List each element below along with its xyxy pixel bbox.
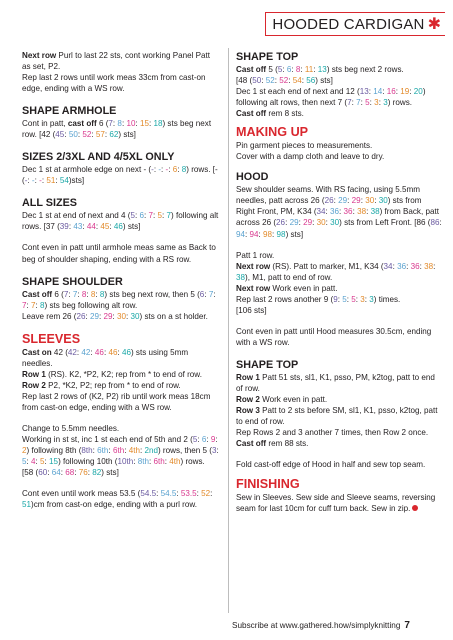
subscribe-text: Subscribe at www.gathered.how/simplyknitting: [232, 621, 401, 630]
heading-hood: HOOD: [236, 171, 269, 184]
paragraph-shape-top: Cast off 5 (5: 6: 8: 11: 13) sts beg next 2 rows. [48 (50: 52: 52: 54: 56) sts] Dec 1 st each end of next and 12 (13: 14: 16: 19: 20) following alt rows, then next 7 (7: 7: 5: 3: 3) rows. Cast off rem 8 sts.: [236, 65, 426, 119]
paragraph-cont-until: Cont even until work meas 53.5 (54.5: 54.5: 53.5: 52: 51)cm from cast-on edge, ending with a purl row.: [22, 489, 213, 510]
column-divider: [228, 48, 229, 613]
heading-shape-top-hood: SHAPE TOP: [236, 358, 299, 371]
paragraph-hood-even: Cont even in patt until Hood measures 30.5cm, ending with a WS row.: [236, 326, 432, 347]
paragraph-sleeves-rep: Rep last 2 rows of (K2, P2) rib until work meas 18cm from cast-on edge, ending with a WS row.: [22, 391, 211, 412]
heading-finishing: FINISHING: [236, 477, 300, 492]
paragraph-patt-row: Patt 1 row. Next row (RS). Patt to marker, M1, K34 (34: 36: 36: 38: 38), M1, patt to end of row. Next row Work even in patt. Rep last 2 rows another 9 (9: 5: 5: 3: 3) times. [106 sts]: [236, 250, 436, 315]
page-footer: [232, 620, 410, 631]
yarn-ball-icon: [412, 505, 418, 511]
heading-shape-armhole: SHAPE ARMHOLE: [22, 105, 117, 118]
header-title: HOODED CARDIGAN: [272, 15, 425, 33]
page-number: 7: [404, 620, 410, 631]
paragraph-shoulder: Cast off 6 (7: 7: 8: 8: 8) sts beg next row, then 5 (6: 7: 7: 7: 8) sts beg following alt row. Leave rem 26 (26: 29: 29: 30: 30) sts on a st holder.: [22, 289, 216, 321]
right-column: [236, 50, 442, 514]
paragraph-sleeves-cast-on: Cast on 42 (42: 42: 46: 46: 46) sts using 5mm needles.: [22, 347, 189, 368]
paragraph-change-needles: Change to 5.5mm needles. Working in st st, inc 1 st each end of 5th and 2 (5: 6: 9: 2) following 8th (8th: 6th: 6th: 4th: 2nd) rows, then 5 (3: 5: 4: 5: 15) following 10th (10th: 8th: 6th: 4th) rows. [58 (60: 64: 68: 76: 82) sts]: [22, 423, 219, 478]
paragraph-sizes-2-3xl: Dec 1 st at armhole edge on next - (-: -: -: 6: 8) rows. [- (-: -: -: 51: 54)sts]: [22, 165, 218, 186]
paragraph-cont-even: Cont even in patt until armhole meas same as Back to beg of shoulder shaping, ending with a RS row.: [22, 243, 216, 264]
heading-making-up: MAKING UP: [236, 125, 309, 140]
paragraph-hood-row-1: Row 1 Patt 51 sts, sl1, K1, psso, PM, k2tog, patt to end of row.: [236, 372, 435, 393]
paragraph-finishing: Sew in Sleeves. Sew side and Sleeve seams, reversing seam for last 10cm for cuff turn back. Sew in zip.: [236, 493, 436, 514]
paragraph-next-row: Next row Purl to last 22 sts, cont working Panel Patt as set, P2. Rep last 2 rows until work meas 33cm from cast-on edge, ending with a WS row.: [22, 51, 211, 94]
paragraph-making-up: Pin garment pieces to measurements. Cover with a damp cloth and leave to dry.: [236, 141, 385, 162]
heading-all-sizes: ALL SIZES: [22, 197, 77, 210]
paragraph-sleeves-row-2: Row 2 P2, *K2, P2; rep from * to end of row.: [22, 380, 181, 390]
heading-sizes-2-3xl: SIZES 2/3XL AND 4/5XL ONLY: [22, 151, 175, 164]
paragraph-hood: Sew shoulder seams. With RS facing, using 5.5mm needles, patt across 26 (26: 29: 29: 30: 30) sts from Right Front, PM, K34 (34: 36: 36: 38: 38) from Back, patt across 26 (26: 29: 29: 30: 30) sts from Left Front. [86 (86: 94: 94: 98: 98) sts]: [236, 185, 442, 239]
left-column: [22, 50, 220, 510]
paragraph-hood-row-3: Row 3 Patt to 2 sts before SM, sl1, K1, psso, k2tog, patt to end of row. Rep Rows 2 and 3 another 7 times, then Row 2 once.: [236, 406, 438, 438]
paragraph-hood-row-2: Row 2 Work even in patt.: [236, 395, 328, 405]
paragraph-hood-cast-off: Cast off rem 88 sts.: [236, 439, 309, 449]
paragraph-fold: Fold cast-off edge of Hood in half and sew top seam.: [236, 460, 426, 470]
star-icon: ✱: [427, 16, 441, 33]
heading-sleeves: SLEEVES: [22, 331, 81, 346]
paragraph-all-sizes: Dec 1 st at end of next and 4 (5: 6: 7: 5: 7) following alt rows. [37 (39: 43: 44: 45: 46) sts]: [22, 211, 219, 232]
paragraph-sleeves-row-1: Row 1 (RS). K2, *P2, K2; rep from * to end of row.: [22, 369, 202, 379]
heading-shape-top: SHAPE TOP: [236, 51, 299, 63]
page-header: [265, 12, 445, 36]
heading-shape-shoulder: SHAPE SHOULDER: [22, 275, 123, 288]
paragraph-armhole: Cont in patt, cast off 6 (7: 8: 10: 15: 18) sts beg next row. [42 (45: 50: 52: 57: 62) sts]: [22, 119, 212, 140]
